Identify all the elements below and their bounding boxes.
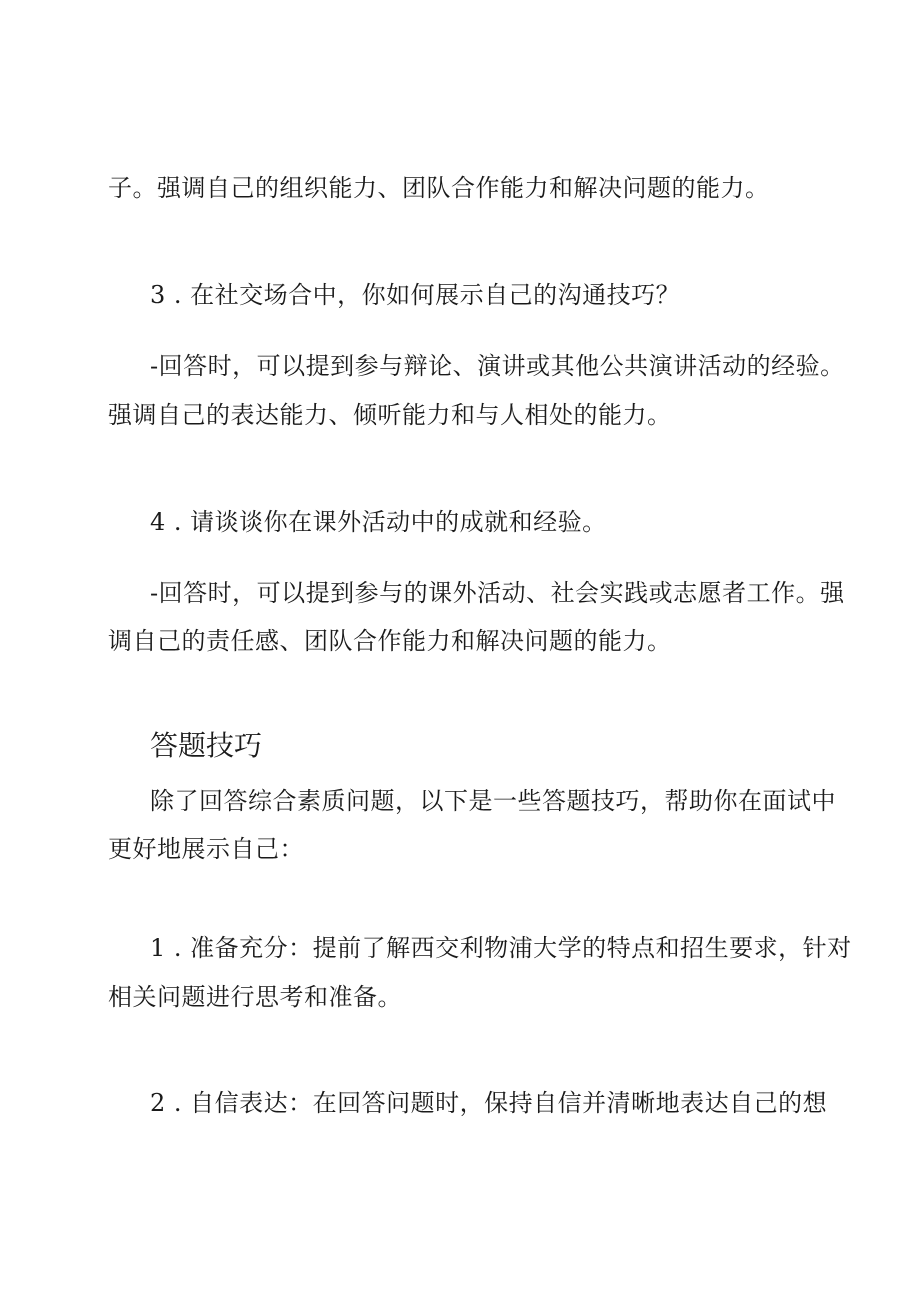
answer-4-line-2: 调自己的责任感、团队合作能力和解决问题的能力。	[108, 627, 672, 655]
answer-3-line-1: -回答时，可以提到参与辩论、演讲或其他公共演讲活动的经验。	[150, 352, 845, 380]
section-heading: 答题技巧	[150, 729, 263, 762]
answer-3-line-2: 强调自己的表达能力、倾听能力和与人相处的能力。	[108, 401, 672, 429]
paragraph-continuation: 子。强调自己的组织能力、团队合作能力和解决问题的能力。	[108, 174, 770, 202]
tip-1-line-1: 1 . 准备充分：提前了解西交利物浦大学的特点和招生要求，针对	[150, 934, 852, 962]
intro-line-1: 除了回答综合素质问题，以下是一些答题技巧，帮助你在面试中	[150, 787, 836, 815]
tip-2-line-1: 2 . 自信表达：在回答问题时，保持自信并清晰地表达自己的想	[150, 1089, 828, 1117]
intro-line-2: 更好地展示自己：	[108, 835, 304, 863]
question-4: 4 . 请谈谈你在课外活动中的成就和经验。	[150, 508, 607, 536]
tip-1-line-2: 相关问题进行思考和准备。	[108, 983, 402, 1011]
answer-4-line-1: -回答时，可以提到参与的课外活动、社会实践或志愿者工作。强	[150, 579, 845, 607]
question-3: 3 . 在社交场合中，你如何展示自己的沟通技巧？	[150, 281, 681, 309]
